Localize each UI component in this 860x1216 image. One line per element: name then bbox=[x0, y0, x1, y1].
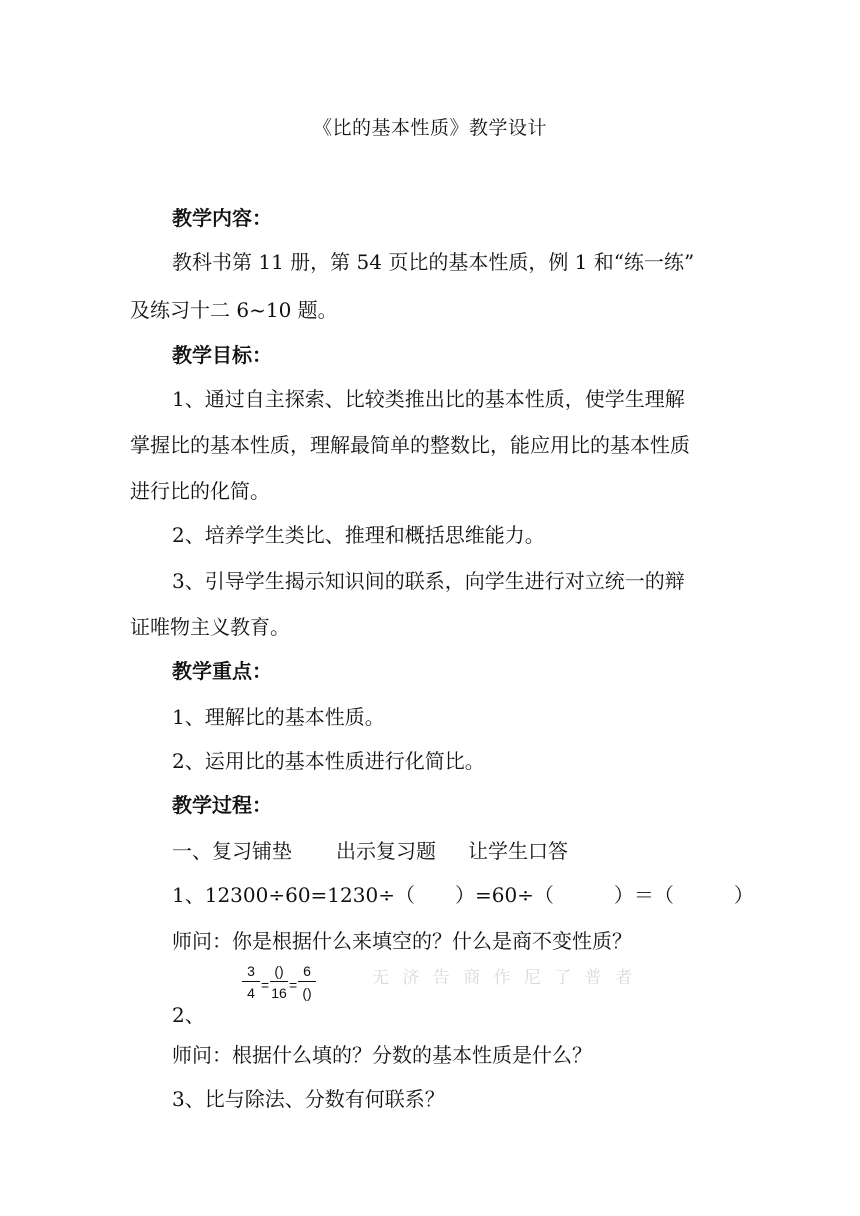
goal-1-line-3: 进行比的化简。 bbox=[130, 479, 270, 503]
heading-key-points: 教学重点： bbox=[172, 659, 272, 683]
document-title: 《比的基本性质》教学设计 bbox=[312, 117, 547, 139]
goal-3-line-1: 3、引导学生揭示知识间的联系，向学生进行对立统一的辩 bbox=[172, 569, 685, 593]
fraction-2: () 16 bbox=[271, 963, 287, 1001]
heading-process: 教学过程： bbox=[172, 793, 272, 817]
question-1-ask: 师问：你是根据什么来填空的？什么是商不变性质？ bbox=[172, 929, 632, 953]
content-text-1: 教科书第 11 册，第 54 页比的基本性质，例 1 和“练一练” bbox=[172, 250, 695, 274]
step-1-answer: 让学生口答 bbox=[468, 839, 568, 863]
step-1-line bbox=[172, 836, 740, 866]
goal-3-line-2: 证唯物主义教育。 bbox=[130, 615, 290, 639]
heading-content: 教学内容： bbox=[172, 206, 272, 230]
question-3: 3、比与除法、分数有何联系？ bbox=[172, 1087, 445, 1111]
question-2-ask: 师问：根据什么填的？分数的基本性质是什么？ bbox=[172, 1043, 592, 1067]
question-2-label: 2、 bbox=[172, 1003, 205, 1027]
question-1: 1、12300÷60=1230÷（ ）=60÷（ ）＝（ ） bbox=[172, 883, 754, 907]
key-point-2: 2、运用比的基本性质进行化简比。 bbox=[172, 749, 485, 773]
content-text-2: 及练习十二 6~10 题。 bbox=[130, 298, 338, 322]
key-point-1: 1、理解比的基本性质。 bbox=[172, 705, 385, 729]
faded-scan-text: 无 济 告 商 作 尼 了 普 者 bbox=[372, 968, 637, 987]
fraction-equation bbox=[240, 963, 330, 1017]
step-1-title: 一、复习铺垫 bbox=[172, 839, 292, 863]
goal-2: 2、培养学生类比、推理和概括思维能力。 bbox=[172, 523, 545, 547]
fraction-1: $\frac{3}{4}$ bbox=[242, 963, 260, 1001]
heading-goals: 教学目标： bbox=[172, 343, 272, 367]
equals-sign-2: = bbox=[289, 977, 298, 993]
goal-1-line-1: 1、通过自主探索、比较类推出比的基本性质，使学生理解 bbox=[172, 387, 685, 411]
equals-sign-1: = bbox=[261, 977, 270, 993]
goal-1-line-2: 掌握比的基本性质，理解最简单的整数比，能应用比的基本性质 bbox=[130, 433, 690, 457]
fraction-3: 6 () bbox=[298, 963, 316, 1001]
step-1-show: 出示复习题 bbox=[336, 839, 436, 863]
